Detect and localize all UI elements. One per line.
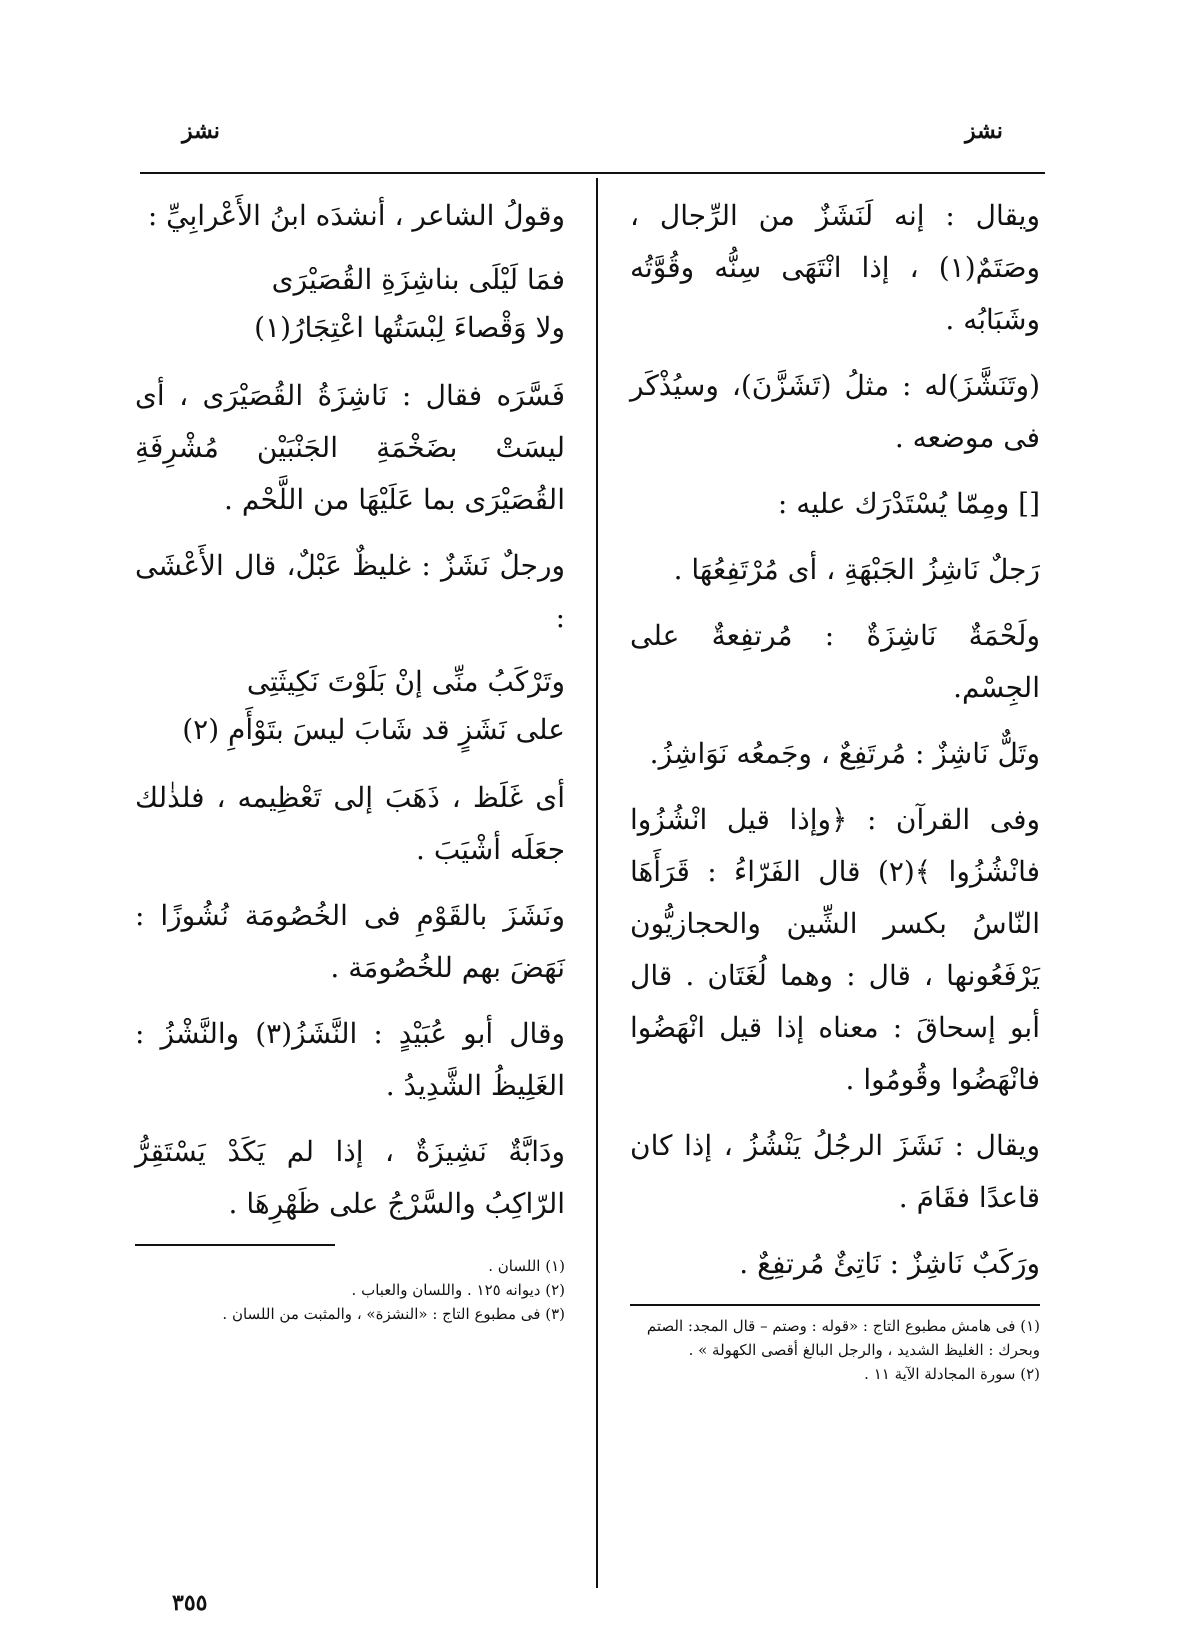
footnote: (١) اللسان . bbox=[488, 1257, 565, 1275]
verse bbox=[135, 256, 565, 352]
running-header-right: نشز bbox=[965, 118, 1003, 144]
paragraph: ورجلٌ نَشَزٌ : غليظٌ عَبْلٌ، قال الأَعْشَى : bbox=[135, 549, 565, 634]
paragraph: (وتَنَشَّزَ)له : مثلُ (تَشَزَّنَ)، وسيُذْكَر فى موضعه . bbox=[630, 369, 1040, 454]
paragraph: ورَكَبٌ نَاشِزٌ : نَاتِئٌ مُرتفِعٌ . bbox=[739, 1247, 1040, 1280]
footnote: (٢) ديوانه ١٢٥ . واللسان والعباب . bbox=[351, 1281, 565, 1299]
verse bbox=[135, 658, 565, 754]
verse-line: وتَرْكَبُ منِّى إنْ بَلَوْتَ نَكِيثَتِى bbox=[246, 665, 565, 698]
right-column bbox=[630, 190, 1040, 1386]
footnote-rule bbox=[135, 1244, 335, 1246]
verse-line: ولا وَقْصاءَ لِبْسَتُها اعْتِجَارُ(١) bbox=[254, 311, 565, 344]
footnote: (٢) سورة المجادلة الآية ١١ . bbox=[864, 1365, 1040, 1383]
paragraph: أى غَلَظ ، ذَهَبَ إلى تَعْظِيمه ، فلذٰلك جعَلَه أشْيَبَ . bbox=[135, 781, 565, 866]
paragraph: وفى القرآن : ﴿وإذا قيل انْشُزُوا فانْشُزُوا ﴾(٢) قال الفَرّاءُ : قَرَأَهَا النّاسُ بكسر الشِّين والحجازيُّون يَرْفَعُونها ، قال : وهما لُغَتَان . قال أبو إسحاقَ : معناه إذا قيل انْهَضُوا فانْهَضُوا وقُومُوا . bbox=[630, 803, 1040, 1096]
paragraph: وقال أبو عُبَيْدٍ : النَّشَزُ(٣) والنَّشْزُ : الغَلِيظُ الشَّدِيدُ . bbox=[135, 1017, 565, 1102]
footnote: (٣) فى مطبوع التاج : «النشزة» ، والمثبت من اللسان . bbox=[222, 1305, 565, 1323]
paragraph: ونَشَزَ بالقَوْمِ فى الخُصُومَة نُشُوزًا : نَهَضَ بهم للخُصُومَة . bbox=[135, 899, 565, 984]
header-rule bbox=[140, 172, 1045, 174]
paragraph: ودَابَّةٌ نَشِيزَةٌ ، إذا لم يَكَدْ يَسْتَقِرُّ الرّاكِبُ والسَّرْجُ على ظَهْرِهَا . bbox=[135, 1135, 565, 1220]
paragraph: [] ومِمّا يُسْتَدْرَك عليه : bbox=[777, 487, 1040, 520]
paragraph: فَسَّرَه فقال : نَاشِزَةُ القُصَيْرَى ، أى ليسَتْ بضَخْمَةِ الجَنْبَيْن مُشْرِفَةِ القُصَيْرَى بما عَلَيْهَا من اللَّحْم . bbox=[135, 379, 565, 516]
left-column bbox=[135, 190, 565, 1326]
paragraph: ولَحْمَةٌ نَاشِزَةٌ : مُرتفِعةٌ على الجِسْم. bbox=[630, 619, 1040, 704]
column-divider bbox=[596, 178, 598, 1588]
footnote-rule bbox=[630, 1304, 1040, 1306]
verse-line: فمَا لَيْلَى بناشِزَةِ القُصَيْرَى bbox=[271, 263, 565, 296]
paragraph: وتَلٌّ نَاشِزٌ : مُرتَفِعٌ ، وجَمعُه نَوَاشِزُ. bbox=[649, 737, 1040, 770]
paragraph: ويقال : إنه لَنَشَزٌ من الرِّجال ، وصَتَمٌ(١) ، إذا انْتَهَى سِنُّه وقُوَّتُه وشَبَابُه . bbox=[630, 199, 1040, 336]
footnote: (١) فى هامش مطبوع التاج : «قوله : وصتم – قال المجد: الصتم وبحرك : الغليظ الشديد ، والرجل البالغ أقصى الكهولة » . bbox=[646, 1317, 1040, 1359]
paragraph: رَجلٌ نَاشِزُ الجَبْهَةِ ، أى مُرْتَفِعُهَا . bbox=[673, 553, 1040, 586]
paragraph: ويقال : نَشَزَ الرجُلُ يَنْشُزُ ، إذا كان قاعدًا فقَامَ . bbox=[630, 1129, 1040, 1214]
verse-line: على نَشَزٍ قد شَابَ ليسَ بتَوْأَمِ (٢) bbox=[182, 713, 565, 746]
page-number: ٣٥٥ bbox=[172, 1590, 208, 1616]
paragraph: وقولُ الشاعر ، أنشدَه ابنُ الأَعْرابِيِّ : bbox=[147, 199, 565, 232]
running-header-left: نشز bbox=[182, 118, 220, 144]
